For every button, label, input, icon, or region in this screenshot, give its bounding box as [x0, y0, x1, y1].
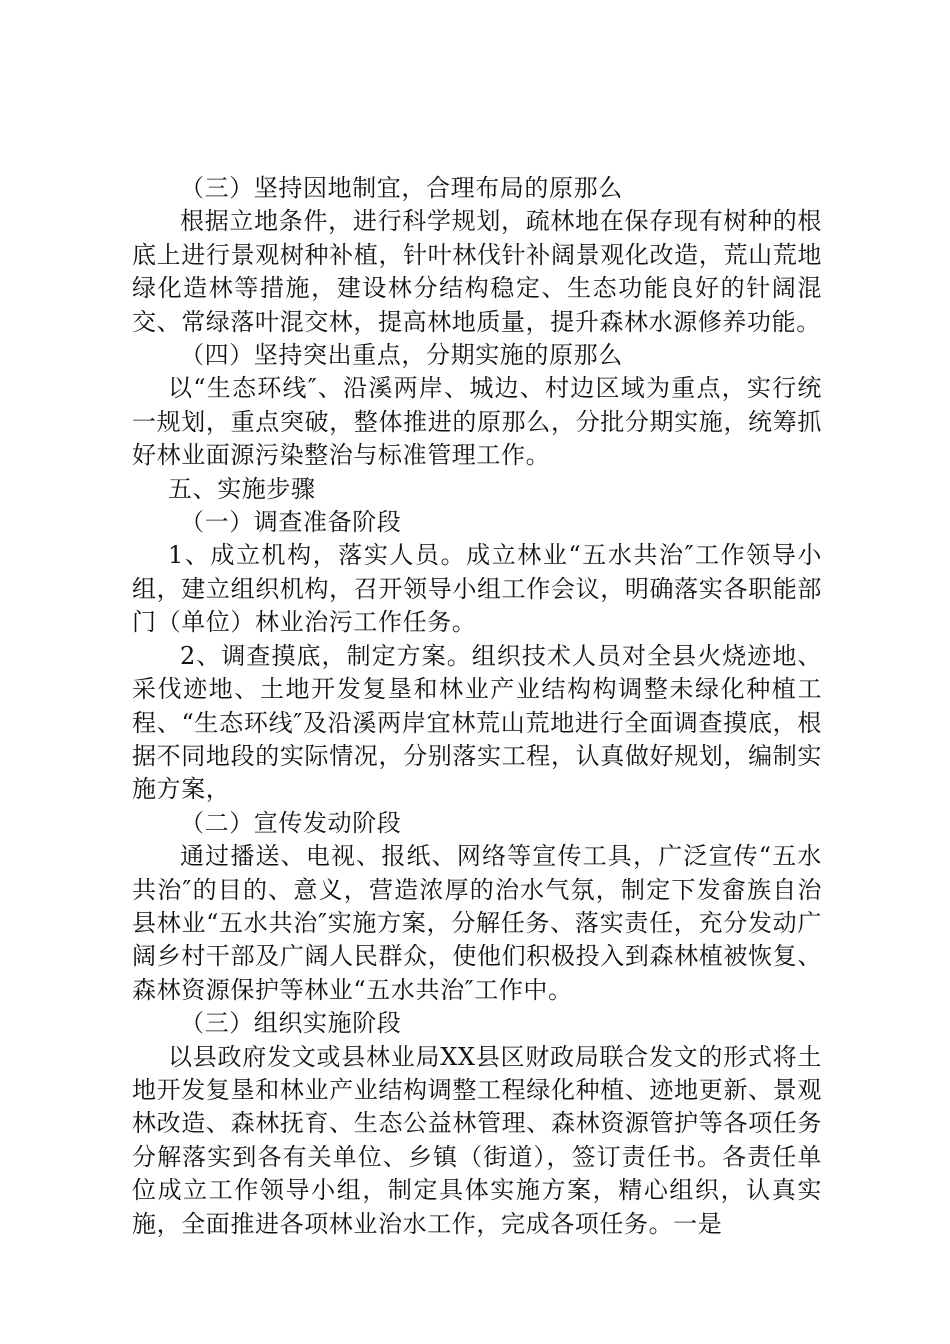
body-paragraph: 通过播送、电视、报纸、网络等宣传工具，广泛宣传“五水共治″的目的、意义，营造浓厚的治水气氛，制定下发畲族自治县林业“五水共治″实施方案，分解任务、落实责任，充分发动广阔乡村干部及广阔人民群众，使他们积极投入到森林植被恢复、森林资源保护等林业“五水共治″工作中。: [132, 842, 822, 1004]
body-paragraph: 2、调查摸底，制定方案。组织技术人员对全县火烧迹地、采伐迹地、土地开发复垦和林业产业结构构调整未绿化种植工程、“生态环线″及沿溪两岸宜林荒山荒地进行全面调查摸底，根据不同地段的实际情况，分别落实工程，认真做好规划，编制实施方案，: [132, 641, 822, 804]
section-heading-survey-stage: （一）调查准备阶段: [180, 508, 402, 537]
chapter-heading-implementation-steps: 五、实施步骤: [168, 474, 316, 503]
section-heading-publicity-stage: （二）宣传发动阶段: [180, 808, 402, 837]
body-paragraph: 以“生态环线″、沿溪两岸、城边、村边区域为重点，实行统一规划，重点突破，整体推进的原那么，分批分期实施，统筹抓好林业面源污染整治与标准管理工作。: [132, 374, 822, 470]
body-paragraph: 根据立地条件，进行科学规划，疏林地在保存现有树种的根底上进行景观树种补植，针叶林伐针补阔景观化改造，荒山荒地绿化造林等措施，建设林分结构稳定、生态功能良好的针阔混交、常绿落叶混交林，提高林地质量，提升森林水源修养功能。: [132, 207, 822, 336]
document-page: [132, 172, 822, 1241]
section-heading-implementation-stage: （三）组织实施阶段: [180, 1009, 402, 1038]
section-heading-4-principle: （四）坚持突出重点，分期实施的原那么: [180, 341, 623, 370]
body-paragraph: 以县政府发文或县林业局XX县区财政局联合发文的形式将土地开发复垦和林业产业结构调整工程绿化种植、迹地更新、景观林改造、森林抚育、生态公益林管理、森林资源管护等各项任务分解落实到各有关单位、乡镇（街道），签订责任书。各责任单位成立工作领导小组，制定具体实施方案，精心组织，认真实施，全面推进各项林业治水工作，完成各项任务。一是: [132, 1042, 822, 1238]
body-paragraph: 1、成立机构，落实人员。成立林业“五水共治″工作领导小组，建立组织机构，召开领导小组工作会议，明确落实各职能部门（单位）林业治污工作任务。: [132, 541, 822, 637]
section-heading-3-principle: （三）坚持因地制宜，合理布局的原那么: [180, 174, 623, 202]
